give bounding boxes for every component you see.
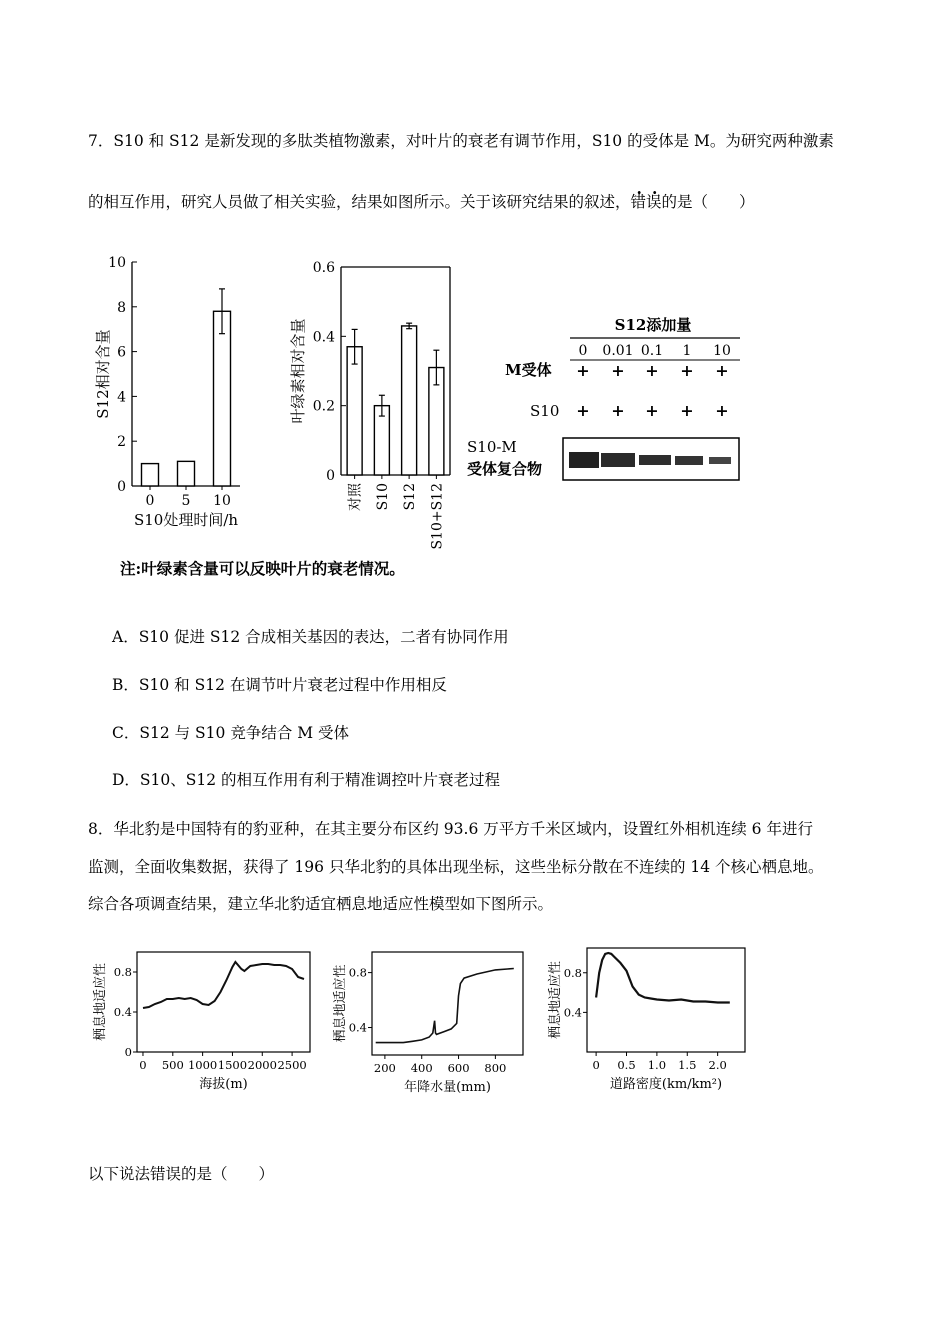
altitude-line-chart (90, 940, 330, 1105)
y-tick-label: 4 (117, 389, 126, 406)
y-axis-label: 栖息地适应性 (93, 962, 108, 1042)
western-blot-panel (455, 310, 755, 490)
option-a[interactable]: A．S10 促进 S12 合成相关基因的表达，二者有协同作用 (112, 628, 509, 646)
x-tick-label: 10 (213, 493, 231, 509)
x-tick-label: 0 (139, 1058, 147, 1072)
q7-emphasis-char: 误 (646, 193, 662, 211)
q7-line1: 7．S10 和 S12 是新发现的多肽类植物激素，对叶片的衰老有调节作用，S10 的受体是 M。为研究两种激素 (88, 132, 834, 150)
option-c[interactable]: C．S12 与 S10 竞争结合 M 受体 (112, 724, 350, 742)
blot-header: S12添加量 (614, 316, 692, 334)
blot-plus: + (645, 401, 659, 420)
blot-plus: + (576, 401, 590, 420)
x-tick-label: S10 (374, 483, 391, 511)
blot-plus: + (715, 401, 729, 420)
y-tick-label: 0.6 (312, 260, 335, 276)
y-tick-label: 2 (117, 434, 126, 451)
blot-plus: + (680, 401, 694, 420)
series-line (596, 953, 730, 1003)
blot-band (569, 452, 599, 468)
q7-emphasis-char: 错 (630, 193, 647, 211)
blot-amount: 0.1 (640, 343, 664, 359)
rainfall-line-chart (330, 940, 530, 1105)
figure7-note: 注:叶绿素含量可以反映叶片的衰老情况。 (120, 559, 405, 578)
option-b[interactable]: B．S10 和 S12 在调节叶片衰老过程中作用相反 (112, 676, 447, 694)
blot-complex-label: 受体复合物 (467, 460, 543, 478)
x-tick-label: 0 (592, 1058, 600, 1072)
q8-line3: 综合各项调查结果，建立华北豹适宜栖息地适应性模型如下图所示。 (88, 895, 554, 913)
x-tick-label: 600 (447, 1061, 470, 1075)
y-tick-label: 0.2 (312, 398, 335, 415)
y-tick-label: 0.8 (563, 965, 582, 980)
x-tick-label: 对照 (347, 483, 364, 511)
y-tick-label: 0.8 (348, 965, 367, 980)
blot-plus: + (576, 361, 590, 380)
x-tick-label: 1500 (217, 1058, 248, 1072)
x-tick-label: 800 (484, 1061, 507, 1075)
x-tick-label: 400 (410, 1061, 433, 1075)
x-tick-label: 200 (373, 1061, 396, 1075)
x-tick-label: S10+S12 (429, 483, 446, 550)
x-axis-label: 年降水量(mm) (404, 1080, 491, 1095)
bar (142, 464, 159, 486)
blot-plus: + (715, 361, 729, 380)
y-axis-label: 栖息地适应性 (333, 964, 348, 1043)
series-line (143, 962, 304, 1008)
q8-line2: 监测，全面收集数据，获得了 196 只华北豹的具体出现坐标，这些坐标分散在不连续的 14 个核心栖息地。 (88, 858, 824, 876)
blot-band (601, 453, 635, 467)
y-tick-label: 0.4 (563, 1005, 582, 1020)
blot-plus: + (611, 401, 625, 420)
y-tick-label: 10 (108, 255, 126, 271)
q7-line2-post: 的是（ ） (661, 193, 755, 211)
x-tick-label: 2000 (247, 1058, 277, 1072)
blot-band (709, 457, 731, 464)
y-tick-label: 0 (117, 479, 126, 495)
chlorophyll-bar-chart (285, 255, 460, 555)
x-tick-label: 0.5 (617, 1058, 636, 1072)
blot-amount: 10 (713, 343, 731, 359)
x-tick-label: S12 (402, 483, 419, 511)
x-tick-label: 1000 (187, 1058, 218, 1072)
x-axis-label: 海拔(m) (199, 1077, 248, 1092)
option-d[interactable]: D．S10、S12 的相互作用有利于精准调控叶片衰老过程 (112, 771, 501, 789)
series-line (376, 969, 514, 1043)
x-tick-label: 1.5 (678, 1058, 697, 1072)
x-tick-label: 500 (161, 1058, 184, 1072)
blot-amount: 0.01 (602, 343, 634, 359)
x-tick-label: 2500 (277, 1058, 307, 1072)
y-tick-label: 0.8 (113, 965, 132, 979)
bar (402, 326, 417, 475)
y-axis-label: 叶绿素相对含量 (289, 318, 307, 424)
blot-band (675, 456, 703, 465)
bar (178, 461, 195, 486)
blot-plus: + (611, 361, 625, 380)
y-axis-label: S12相对含量 (94, 329, 112, 419)
y-tick-label: 0.4 (348, 1020, 367, 1035)
y-tick-label: 0.4 (312, 329, 335, 346)
x-tick-label: 2.0 (708, 1058, 727, 1072)
q8-line1: 8．华北豹是中国特有的豹亚种，在其主要分布区约 93.6 万平方千米区域内，设置红外相机连续 6 年进行 (88, 820, 813, 838)
plot-frame (372, 952, 523, 1055)
bar (347, 347, 362, 475)
x-tick-label: 1.0 (647, 1058, 667, 1072)
x-axis-label: S10处理时间/h (133, 511, 239, 529)
road-density-line-chart (545, 940, 755, 1105)
y-tick-label: 0 (326, 468, 335, 484)
bar (214, 311, 231, 486)
blot-amount: 0 (578, 343, 588, 359)
s12-bar-chart (90, 250, 260, 530)
y-axis-label: 栖息地适应性 (548, 960, 563, 1040)
blot-band (639, 455, 671, 465)
y-tick-label: 8 (117, 299, 126, 316)
q7-line2 (88, 190, 755, 212)
blot-amount: 1 (682, 343, 692, 359)
blot-row-s10: S10 (530, 402, 560, 420)
x-axis-label: 道路密度(km/km²) (609, 1077, 723, 1092)
blot-plus: + (680, 361, 694, 380)
y-tick-label: 6 (117, 344, 126, 361)
x-tick-label: 5 (181, 493, 191, 509)
blot-plus: + (645, 361, 659, 380)
blot-row-m-receptor: M受体 (505, 361, 552, 379)
q8-stem: 以下说法错误的是（ ） (88, 1165, 275, 1183)
blot-complex-label: S10-M (467, 438, 517, 456)
y-tick-label: 0 (124, 1045, 132, 1059)
q7-line2-pre: 的相互作用，研究人员做了相关实验，结果如图所示。关于该研究结果的叙述， (88, 193, 631, 211)
x-tick-label: 0 (145, 493, 155, 509)
y-tick-label: 0.4 (113, 1005, 132, 1019)
